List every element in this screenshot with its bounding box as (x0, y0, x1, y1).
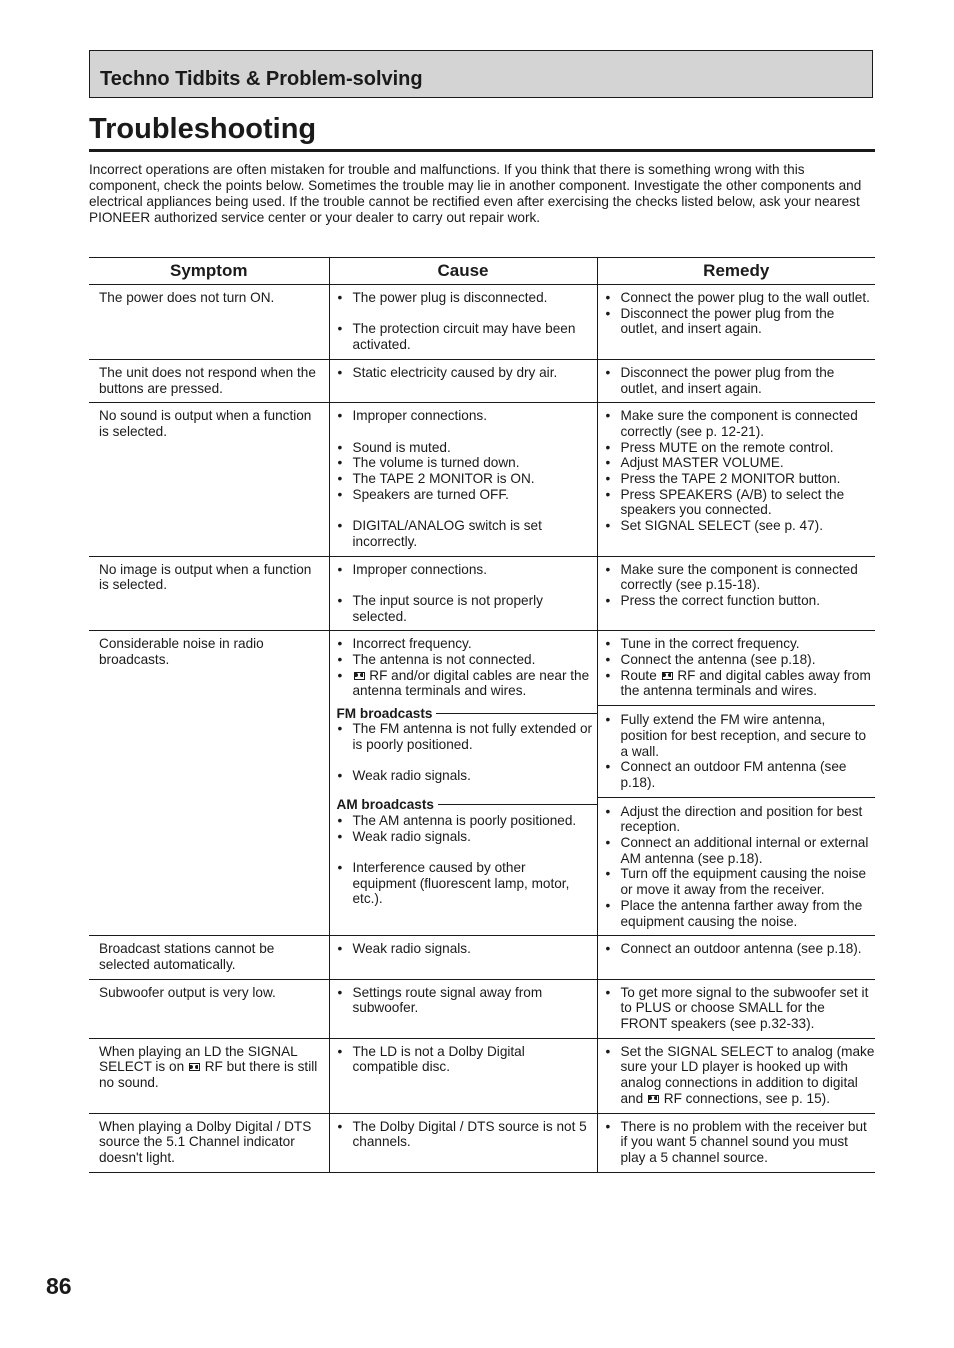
symptom-cell: No sound is output when a function is selected. (89, 403, 329, 556)
cause-item: • Incorrect frequency. (338, 636, 593, 652)
symptom-cell: Considerable noise in radio broadcasts. (89, 631, 329, 936)
column-header-remedy: Remedy (597, 258, 875, 285)
cause-item: • The TAPE 2 MONITOR is ON. (338, 471, 593, 487)
remedy-item: • Set SIGNAL SELECT (see p. 47). (606, 518, 876, 534)
cause-cell (329, 359, 597, 402)
page-title: Troubleshooting (89, 113, 317, 145)
remedy-item: • Press the correct function button. (606, 593, 876, 609)
section-banner (89, 50, 873, 98)
remedy-cell (597, 359, 875, 402)
cause-cell (329, 1038, 597, 1113)
remedy-item: • Disconnect the power plug from the outlet, and insert again. (606, 365, 876, 396)
remedy-item: • Connect the power plug to the wall outlet. (606, 290, 876, 306)
table-row (89, 1113, 875, 1172)
remedy-item: • Press MUTE on the remote control. (606, 440, 876, 456)
cause-item: • The antenna is not connected. (338, 652, 593, 668)
remedy-item: • Set the SIGNAL SELECT to analog (make sure your LD player is hooked up with analog connections in addition to digital and RF connections, see p. 15). (606, 1044, 876, 1107)
remedy-item: • Place the antenna farther away from the equipment causing the noise. (606, 898, 876, 929)
dolby-digital-icon (354, 672, 365, 680)
remedy-cell (597, 706, 875, 798)
remedy-item: • Route RF and digital cables away from the antenna terminals and wires. (606, 668, 876, 699)
remedy-cell (597, 403, 875, 556)
remedy-item: • Adjust the direction and position for best reception. (606, 804, 876, 835)
cause-item: • The power plug is disconnected. (338, 290, 593, 306)
subheading-fm: FM broadcasts (337, 706, 593, 722)
cause-cell (329, 1113, 597, 1172)
cause-item: • RF and/or digital cables are near the antenna terminals and wires. (338, 668, 593, 699)
remedy-item: • Connect an outdoor antenna (see p.18). (606, 941, 876, 957)
remedy-item: • Fully extend the FM wire antenna, position for best reception, and secure to a wall. (606, 712, 876, 759)
remedy-item: • Make sure the component is connected correctly (see p. 12-21). (606, 408, 876, 439)
page-number: 86 (46, 1273, 72, 1299)
table-row (89, 936, 875, 979)
table-row (89, 285, 875, 360)
dolby-digital-icon (662, 672, 673, 680)
symptom-cell: Subwoofer output is very low. (89, 979, 329, 1038)
dolby-digital-icon (648, 1095, 659, 1103)
remedy-cell (597, 631, 875, 706)
table-header-row (89, 258, 875, 285)
remedy-item: • Connect an outdoor FM antenna (see p.18). (606, 759, 876, 790)
cause-cell (329, 797, 597, 936)
cause-cell (329, 936, 597, 979)
column-header-cause: Cause (329, 258, 597, 285)
remedy-item: • Adjust MASTER VOLUME. (606, 455, 876, 471)
table-row (89, 979, 875, 1038)
symptom-cell: When playing an LD the SIGNAL SELECT is on RF but there is still no sound. (89, 1038, 329, 1113)
cause-item: • Weak radio signals. (338, 768, 593, 784)
cause-cell (329, 979, 597, 1038)
cause-item: • Sound is muted. (338, 440, 593, 456)
remedy-item: • Turn off the equipment causing the noise or move it away from the receiver. (606, 866, 876, 897)
remedy-cell (597, 1113, 875, 1172)
subheading-am: AM broadcasts (337, 797, 593, 813)
remedy-item: • To get more signal to the subwoofer set it to PLUS or choose SMALL for the FRONT speakers (see p.32-33). (606, 985, 876, 1032)
cause-item: • The volume is turned down. (338, 455, 593, 471)
intro-paragraph: Incorrect operations are often mistaken for trouble and malfunctions. If you think that there is something wrong with this component, check the points below. Sometimes the trouble may lie in another component. Investigate the other components and electrical appliances being used. If the trouble cannot be rectified even after exercising the checks listed below, ask your nearest PIONEER authorized service center or your dealer to carry out repair work. (89, 162, 862, 225)
remedy-cell (597, 936, 875, 979)
cause-item: • Interference caused by other equipment (fluorescent lamp, motor, etc.). (338, 860, 593, 907)
remedy-cell (597, 556, 875, 631)
remedy-item: • Press SPEAKERS (A/B) to select the speakers you connected. (606, 487, 876, 518)
cause-cell (329, 706, 597, 798)
cause-item: • The AM antenna is poorly positioned. (338, 813, 593, 829)
cause-item: • The input source is not properly selected. (338, 593, 593, 624)
cause-item: • Weak radio signals. (338, 829, 593, 845)
remedy-cell (597, 285, 875, 360)
cause-cell (329, 631, 597, 706)
cause-item: • The protection circuit may have been activated. (338, 321, 593, 352)
remedy-item: • Make sure the component is connected correctly (see p.15-18). (606, 562, 876, 593)
symptom-cell: Broadcast stations cannot be selected automatically. (89, 936, 329, 979)
cause-item: • Improper connections. (338, 408, 593, 424)
remedy-item: • There is no problem with the receiver but if you want 5 channel sound you must play a 5 channel source. (606, 1119, 876, 1166)
symptom-cell: When playing a Dolby Digital / DTS source the 5.1 Channel indicator doesn't light. (89, 1113, 329, 1172)
dolby-digital-icon (189, 1063, 200, 1071)
column-header-symptom: Symptom (89, 258, 329, 285)
symptom-cell: The power does not turn ON. (89, 285, 329, 360)
title-rule (89, 149, 875, 152)
remedy-item: • Press the TAPE 2 MONITOR button. (606, 471, 876, 487)
cause-item: • Improper connections. (338, 562, 593, 578)
remedy-cell (597, 979, 875, 1038)
symptom-cell: No image is output when a function is selected. (89, 556, 329, 631)
symptom-cell: The unit does not respond when the buttons are pressed. (89, 359, 329, 402)
cause-cell (329, 403, 597, 556)
cause-item: • The LD is not a Dolby Digital compatible disc. (338, 1044, 593, 1075)
cause-cell (329, 556, 597, 631)
cause-cell (329, 285, 597, 360)
remedy-item: • Connect an additional internal or external AM antenna (see p.18). (606, 835, 876, 866)
cause-item: • Speakers are turned OFF. (338, 487, 593, 503)
table-row (89, 631, 875, 706)
cause-item: • The FM antenna is not fully extended or is poorly positioned. (338, 721, 593, 752)
table-row (89, 556, 875, 631)
remedy-item: • Tune in the correct frequency. (606, 636, 876, 652)
table-row (89, 1038, 875, 1113)
remedy-cell (597, 1038, 875, 1113)
remedy-item: • Disconnect the power plug from the outlet, and insert again. (606, 306, 876, 337)
remedy-cell (597, 797, 875, 936)
cause-item: • Static electricity caused by dry air. (338, 365, 593, 381)
troubleshooting-table (89, 257, 875, 1173)
section-title: Techno Tidbits & Problem-solving (100, 68, 423, 90)
cause-item: • Settings route signal away from subwoofer. (338, 985, 593, 1016)
cause-item: • The Dolby Digital / DTS source is not 5 channels. (338, 1119, 593, 1150)
cause-item: • DIGITAL/ANALOG switch is set incorrectly. (338, 518, 593, 549)
table-row (89, 359, 875, 402)
cause-item: • Weak radio signals. (338, 941, 593, 957)
remedy-item: • Connect the antenna (see p.18). (606, 652, 876, 668)
table-row (89, 403, 875, 556)
